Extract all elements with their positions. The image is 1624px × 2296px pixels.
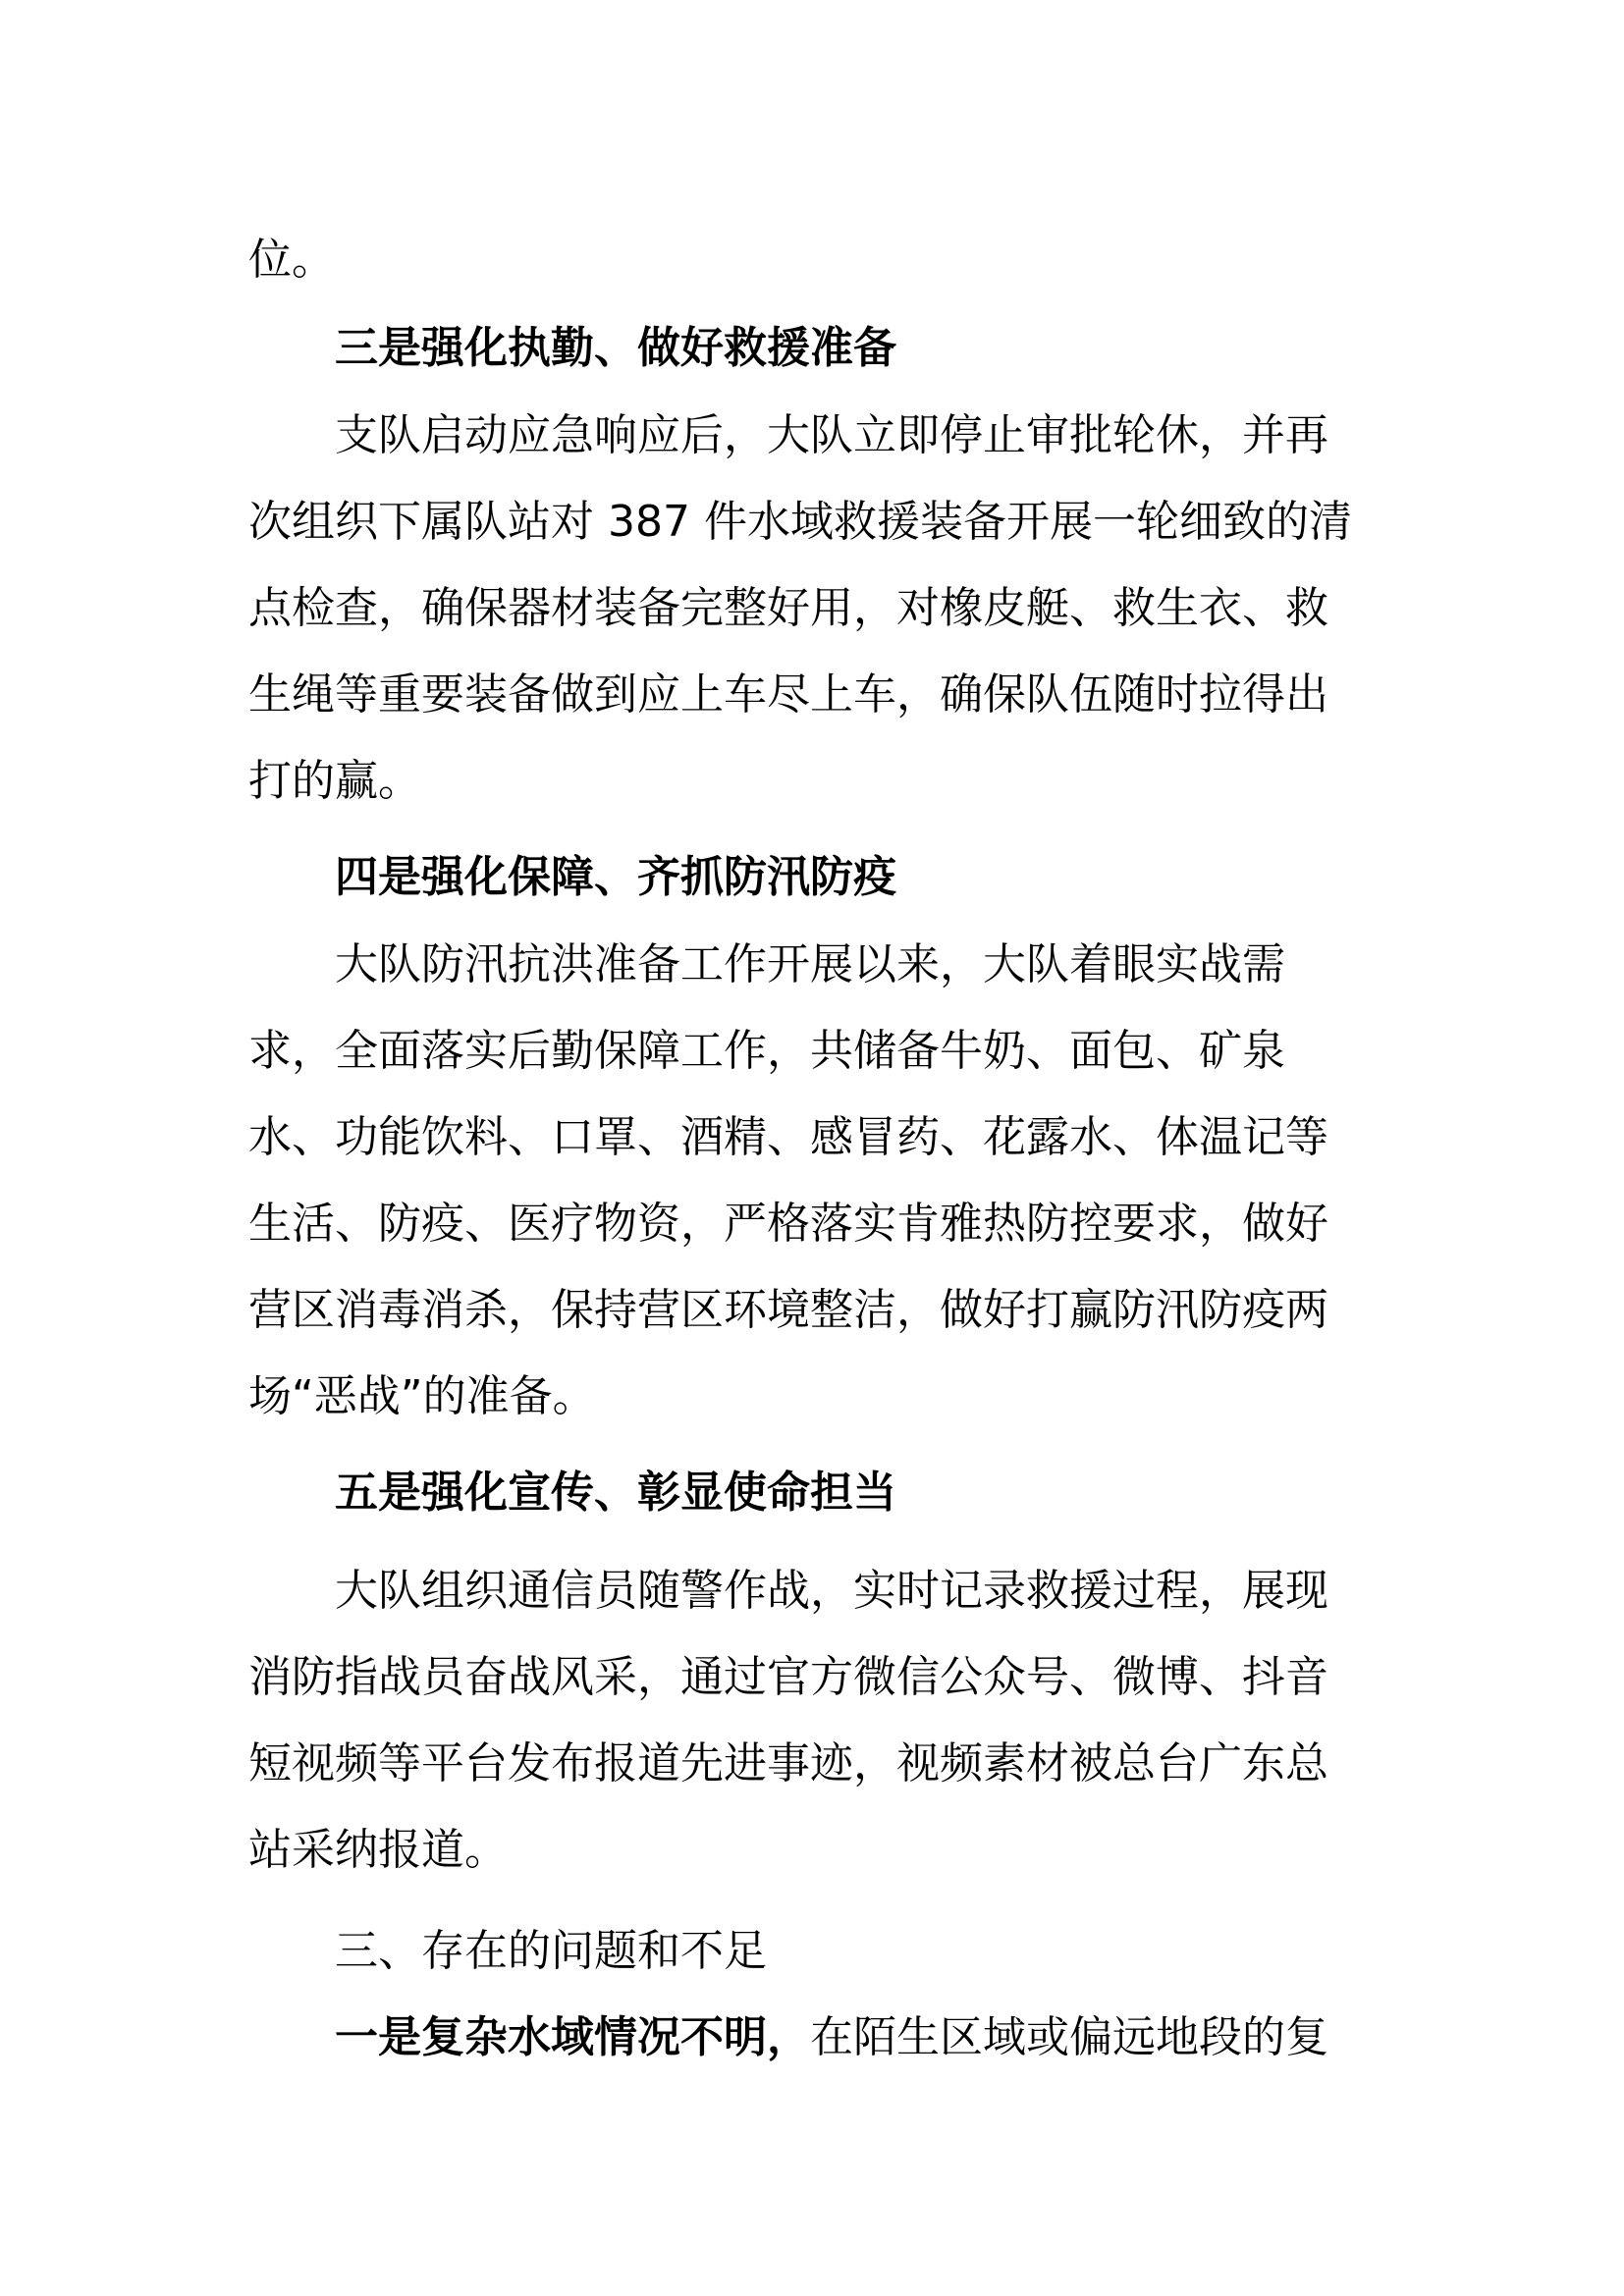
heading-text: 三、存在的问题和不足	[335, 1926, 767, 1976]
text-segment: 支队启动应急响应后，大队立即停止审批轮休，并再	[335, 410, 1328, 460]
heading-text: 三是强化执勤、做好救援准备	[335, 323, 896, 373]
chapter-heading-problems	[335, 1924, 767, 1979]
text-segment: 点检查，确保器材装备完整好用，对橡皮艇、救生衣、救	[248, 583, 1328, 633]
text-segment: 次组织下属队站对 387 件水域救援装备开展一轮细致的清	[248, 497, 1352, 547]
paragraph-continuation-line	[248, 233, 335, 288]
text-segment: 生绳等重要装备做到应上车尽上车，确保队伍随时拉得出	[248, 669, 1328, 720]
paragraph-line	[248, 1024, 1285, 1079]
text-segment: 位。	[248, 235, 335, 285]
text-segment: 在陌生区域或偏远地段的复	[810, 2012, 1328, 2062]
paragraph-line	[248, 1283, 1328, 1338]
paragraph-line	[335, 2010, 1328, 2065]
paragraph-line	[248, 667, 1328, 722]
paragraph-line	[248, 581, 1328, 636]
paragraph-line	[335, 408, 1328, 463]
text-segment: 站采纳报道。	[248, 1825, 508, 1875]
paragraph-line	[248, 1369, 596, 1424]
paragraph-line	[248, 1823, 508, 1878]
lead-phrase: 一是复杂水域情况不明，	[335, 2012, 810, 2062]
text-segment: 打的赢。	[248, 756, 421, 806]
paragraph-line	[248, 754, 421, 809]
text-segment: 大队防汛抗洪准备工作开展以来，大队着眼实战需	[335, 939, 1285, 989]
text-segment: 消防指战员奋战风采，通过官方微信公众号、微博、抖音	[248, 1652, 1328, 1702]
paragraph-line	[248, 1110, 1328, 1165]
text-segment: 生活、防疫、医疗物资，严格落实肯雅热防控要求，做好	[248, 1199, 1328, 1249]
paragraph-line	[248, 1650, 1328, 1705]
paragraph-line	[248, 1736, 1328, 1791]
text-segment: 求，全面落实后勤保障工作，共储备牛奶、面包、矿泉	[248, 1026, 1285, 1076]
paragraph-line	[335, 1564, 1328, 1619]
paragraph-line	[248, 1197, 1328, 1252]
section-heading-four	[335, 850, 896, 905]
section-heading-three	[335, 321, 896, 376]
text-segment: 水、功能饮料、口罩、酒精、感冒药、花露水、体温记等	[248, 1112, 1328, 1162]
text-segment: 短视频等平台发布报道先进事迹，视频素材被总台广东总	[248, 1738, 1328, 1789]
text-segment: 大队组织通信员随警作战，实时记录救援过程，展现	[335, 1566, 1328, 1616]
paragraph-line	[248, 495, 1352, 550]
text-segment: 场“恶战”的准备。	[248, 1371, 596, 1421]
section-heading-five	[335, 1466, 896, 1521]
paragraph-line	[335, 937, 1285, 992]
heading-text: 五是强化宣传、彰显使命担当	[335, 1468, 896, 1518]
text-segment: 营区消毒消杀，保持营区环境整洁，做好打赢防汛防疫两	[248, 1285, 1328, 1335]
heading-text: 四是强化保障、齐抓防汛防疫	[335, 852, 896, 902]
